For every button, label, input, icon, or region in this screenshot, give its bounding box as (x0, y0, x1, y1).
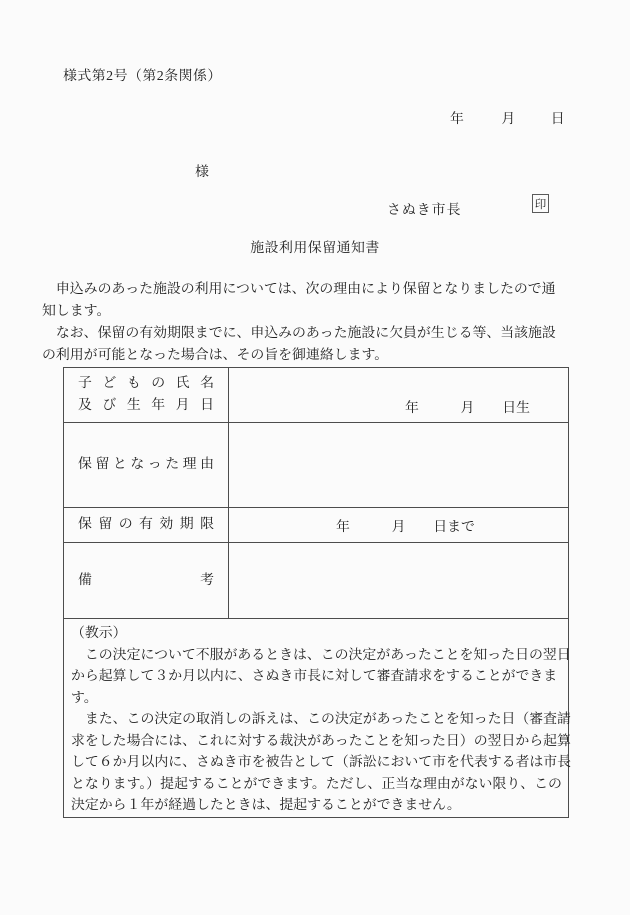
form-number-label: 様式第2号（第2条関係） (63, 69, 222, 84)
body-line: の利用が可能となった場合は、その旨を御連絡します。 (42, 348, 389, 363)
notice-line: この決定について不服があるときは、この決定があったことを知った日の翌日 (71, 647, 571, 663)
child-name-header-cell (64, 368, 229, 423)
notice-line: 求をした場合には、これに対する裁決があったことを知った日）の翌日から起算 (71, 733, 571, 749)
child-name-label-line: 及 び 生 年 月 日 (78, 398, 214, 413)
table-row-hold-deadline (64, 508, 569, 543)
legal-notice-section (64, 619, 572, 818)
hold-deadline-header-cell (64, 508, 229, 543)
issuer-name: さぬき市長 (387, 203, 462, 218)
table-row-legal-notice (64, 619, 569, 818)
date-year-label: 年 (450, 112, 464, 127)
hold-deadline-value-cell (229, 508, 569, 543)
remarks-label: 備 考 (78, 572, 214, 588)
hold-reason-header-cell (64, 423, 229, 508)
remarks-value-cell (229, 543, 569, 619)
notice-line: 決定から１年が経過したときは、提起することができません。 (71, 798, 461, 813)
body-line: 知します。 (42, 304, 111, 319)
issue-date-line (450, 107, 565, 128)
child-name-value-cell (229, 368, 569, 423)
table-row-hold-reason (64, 423, 569, 508)
hold-reason-value-cell (229, 423, 569, 508)
notice-line: となります。）提起することができます。ただし、正当な理由がない限り、この (71, 776, 562, 792)
notice-line: （教示） (71, 626, 127, 641)
date-day-label: 日 (550, 112, 565, 127)
seal-icon: 印 (534, 198, 547, 211)
remarks-header-cell (64, 543, 229, 619)
body-paragraphs (42, 279, 590, 367)
notice-line: から起算して３か月以内に、さぬき市長に対して審査請求をすることができま (71, 669, 558, 684)
notice-line: して６か月以内に、さぬき市を被告として（訴訟において市を代表する者は市長 (71, 755, 572, 770)
table-row-remarks (64, 543, 569, 619)
document-title: 施設利用保留通知書 (250, 241, 380, 256)
child-name-label-line: 子 ど も の 氏 名 (78, 376, 214, 391)
date-month-label: 月 (501, 112, 516, 127)
seal-stamp-box (532, 194, 549, 213)
table-row-child-name (64, 368, 569, 423)
notice-line: また、この決定の取消しの訴えは、この決定があったことを知った日（審査請 (71, 712, 571, 727)
hold-deadline-label: 保 留 の 有 効 期 限 (78, 517, 214, 532)
notice-line: す。 (71, 690, 98, 706)
hold-reason-label: 保 留 と な っ た 理 由 (78, 457, 214, 472)
birthdate-placeholder: 年 月 日生 (404, 401, 530, 416)
notification-table (63, 367, 572, 818)
body-line: 申込みのあった施設の利用については、次の理由により保留となりましたので通 (42, 282, 556, 297)
body-line: なお、保留の有効期限までに、申込みのあった施設に欠員が生じる等、当該施設 (42, 326, 556, 341)
deadline-placeholder: 年 月 日まで (336, 519, 475, 535)
addressee-honorific: 様 (195, 165, 209, 180)
